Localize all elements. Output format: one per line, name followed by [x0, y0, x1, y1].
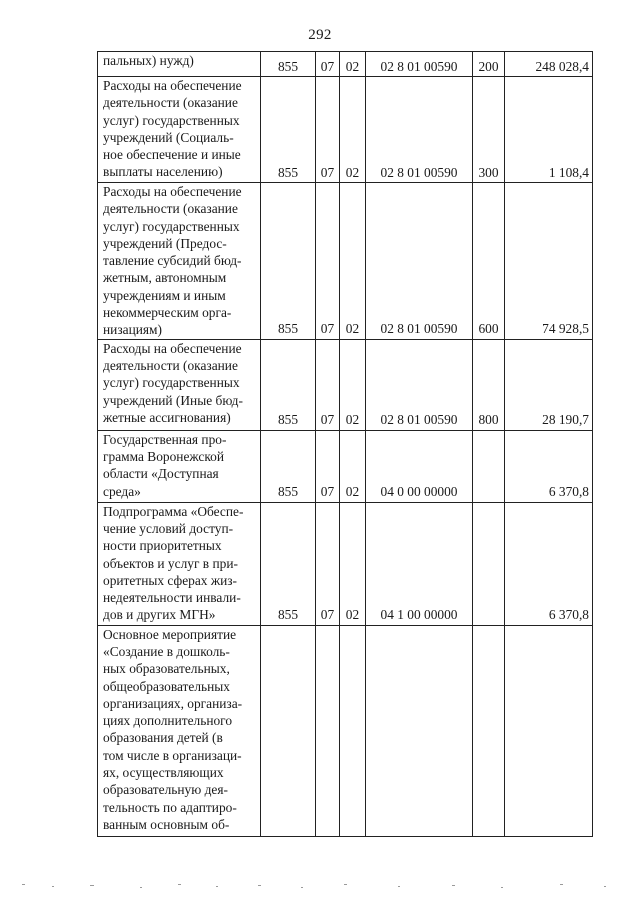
description-line: ное обеспечение и иные: [103, 147, 241, 163]
cell-ved: 855: [261, 430, 316, 502]
cell-description: [98, 52, 261, 77]
cell-expense-type: 800: [473, 339, 505, 430]
cell-target-article: [366, 625, 473, 836]
description-line: деятельности (оказание: [103, 201, 238, 217]
cell-ved: 855: [261, 77, 316, 183]
cell-ved: [261, 625, 316, 836]
cell-subsection: 02: [340, 52, 366, 77]
description-line: Расходы на обеспечение: [103, 184, 242, 199]
cell-section: 07: [316, 183, 340, 340]
description-line: учреждениям и иным: [103, 287, 226, 303]
cell-description: [98, 339, 261, 430]
cell-target-article: 02 8 01 00590: [366, 77, 473, 183]
description-line: ванным основным об-: [103, 816, 230, 832]
description-line: Подпрограмма «Обеспе-: [103, 503, 244, 519]
cell-target-article: 02 8 01 00590: [366, 52, 473, 77]
description-line: образовательную дея-: [103, 782, 228, 798]
cell-amount: 6 370,8: [505, 430, 593, 502]
table-row: [98, 502, 593, 625]
cell-ved: 855: [261, 52, 316, 77]
cell-subsection: 02: [340, 430, 366, 502]
cell-subsection: 02: [340, 183, 366, 340]
description-line: низациям): [103, 322, 162, 338]
description-line: организациях, организа-: [103, 695, 243, 711]
description-line: выплаты населению): [103, 164, 223, 180]
cell-description: [98, 430, 261, 502]
cell-amount: 28 190,7: [505, 339, 593, 430]
cell-section: 07: [316, 430, 340, 502]
cell-section: 07: [316, 77, 340, 183]
cell-section: 07: [316, 52, 340, 77]
description-line: жетные ассигнования): [103, 409, 231, 425]
description-line: учреждений (Социаль-: [103, 129, 234, 145]
description-line: чение условий доступ-: [103, 520, 234, 536]
description-line: деятельности (оказание: [103, 357, 238, 373]
description-line: объектов и услуг в при-: [103, 555, 238, 571]
description-line: ных образовательных,: [103, 661, 230, 677]
description-line: образования детей (в: [103, 730, 223, 746]
description-line: оритетных сферах жиз-: [103, 572, 237, 588]
table-row: [98, 52, 593, 77]
description-line: ности приоритетных: [103, 538, 222, 554]
cell-target-article: 04 0 00 00000: [366, 430, 473, 502]
budget-table: [97, 51, 593, 837]
cell-expense-type: 600: [473, 183, 505, 340]
cell-expense-type: 200: [473, 52, 505, 77]
table-body: [98, 52, 593, 837]
cell-amount: 248 028,4: [505, 52, 593, 77]
description-line: недеятельности инвали-: [103, 590, 241, 606]
cell-amount: 6 370,8: [505, 502, 593, 625]
description-line: пальных) нужд): [103, 53, 194, 68]
cell-target-article: 02 8 01 00590: [366, 339, 473, 430]
cell-amount: 1 108,4: [505, 77, 593, 183]
table-row: [98, 183, 593, 340]
description-line: услуг) государственных: [103, 112, 240, 128]
description-line: некоммерческим орга-: [103, 305, 232, 321]
page-number: 292: [308, 27, 332, 43]
description-line: «Создание в дошколь-: [103, 643, 230, 659]
description-line: услуг) государственных: [103, 218, 240, 234]
cell-subsection: [340, 625, 366, 836]
cell-subsection: 02: [340, 502, 366, 625]
cell-ved: 855: [261, 183, 316, 340]
description-line: Расходы на обеспечение: [103, 78, 242, 93]
cell-expense-type: [473, 502, 505, 625]
description-line: учреждений (Предос-: [103, 235, 227, 251]
cell-ved: 855: [261, 339, 316, 430]
cell-section: 07: [316, 339, 340, 430]
cell-description: [98, 502, 261, 625]
description-line: учреждений (Иные бюд-: [103, 392, 243, 408]
cell-section: [316, 625, 340, 836]
cell-target-article: 02 8 01 00590: [366, 183, 473, 340]
table-row: [98, 339, 593, 430]
description-line: общеобразовательных: [103, 678, 231, 694]
cell-amount: [505, 625, 593, 836]
cell-ved: 855: [261, 502, 316, 625]
cell-subsection: 02: [340, 339, 366, 430]
cell-amount: 74 928,5: [505, 183, 593, 340]
cell-subsection: 02: [340, 77, 366, 183]
description-line: ях, осуществляющих: [103, 765, 224, 781]
description-line: циях дополнительного: [103, 713, 233, 729]
description-line: дов и других МГН»: [103, 607, 216, 623]
cell-description: [98, 77, 261, 183]
description-line: тельность по адаптиро-: [103, 799, 237, 815]
description-line: Основное мероприятие: [103, 626, 237, 642]
description-line: том числе в организаци-: [103, 747, 242, 763]
cell-description: [98, 625, 261, 836]
cell-target-article: 04 1 00 00000: [366, 502, 473, 625]
description-line: услуг) государственных: [103, 375, 240, 391]
description-line: деятельности (оказание: [103, 95, 238, 111]
description-line: Расходы на обеспечение: [103, 340, 242, 356]
cell-section: 07: [316, 502, 340, 625]
table-row: [98, 625, 593, 836]
description-line: среда»: [103, 483, 141, 499]
cell-expense-type: [473, 625, 505, 836]
description-line: области «Доступная: [103, 466, 219, 482]
description-line: грамма Воронежской: [103, 448, 225, 464]
cell-expense-type: [473, 430, 505, 502]
description-line: жетным, автономным: [103, 270, 227, 286]
table-row: [98, 430, 593, 502]
description-line: Государственная про-: [103, 431, 227, 447]
cell-description: [98, 183, 261, 340]
scan-noise: [0, 878, 640, 898]
cell-expense-type: 300: [473, 77, 505, 183]
table-row: [98, 77, 593, 183]
description-line: тавление субсидий бюд-: [103, 253, 242, 269]
